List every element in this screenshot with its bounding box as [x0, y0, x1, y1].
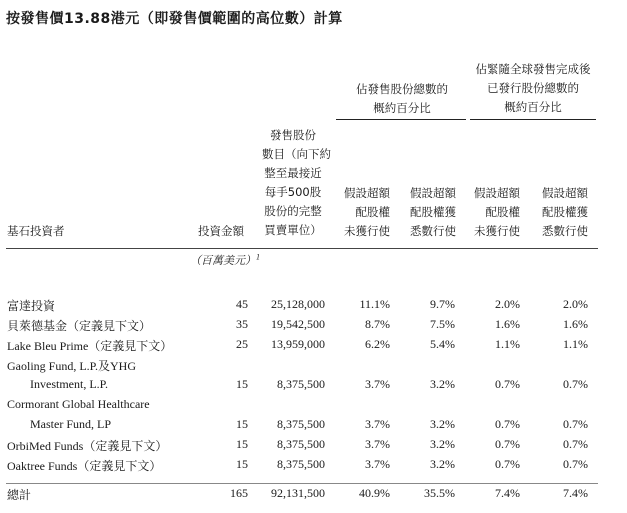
row-3-name: Lake Bleu Prime（定義見下文） [7, 339, 173, 353]
col-a-line2: 配股權 [355, 205, 390, 219]
total-a: 40.9% [359, 486, 390, 500]
row-5-name-cont: Master Fund, LP [30, 417, 111, 431]
row-3-c: 1.1% [495, 337, 520, 351]
row-5-a: 3.7% [365, 417, 390, 431]
col-b-line3: 悉數行使 [410, 224, 456, 238]
total-d: 7.4% [563, 486, 588, 500]
row-2-amount: 35 [236, 317, 248, 331]
col-d-line3: 悉數行使 [542, 224, 588, 238]
row-3-a: 6.2% [365, 337, 390, 351]
row-7-a: 3.7% [365, 457, 390, 471]
col-c-line2: 配股權 [485, 205, 520, 219]
row-1-amount: 45 [236, 297, 248, 311]
col-b-header [400, 184, 456, 241]
amount-header: 投資金額 [198, 224, 244, 238]
row-7-shares: 8,375,500 [277, 457, 325, 471]
row-6-d: 0.7% [563, 437, 588, 451]
row-5-amount: 15 [236, 417, 248, 431]
col-c-header [470, 184, 520, 241]
row-5-name: Cormorant Global Healthcare [7, 397, 150, 411]
investor-header: 基石投資者 [7, 224, 65, 238]
amount-units-footnote: 1 [256, 252, 260, 262]
row-7-amount: 15 [236, 457, 248, 471]
shares-line2: 數目（向下約 [262, 147, 331, 161]
row-7-d: 0.7% [563, 457, 588, 471]
col-b-line2: 配股權獲 [410, 205, 456, 219]
col-b-line1: 假設超額 [410, 186, 456, 200]
col-a-line1: 假設超額 [344, 186, 390, 200]
row-3-shares: 13,959,000 [271, 337, 325, 351]
page-title: 按發售價13.88港元（即發售價範圍的高位數）計算 [6, 11, 343, 27]
col-d-header [532, 184, 588, 241]
row-2-name: 貝萊德基金（定義見下文） [7, 319, 152, 333]
row-3-b: 5.4% [430, 337, 455, 351]
row-1-d: 2.0% [563, 297, 588, 311]
row-2-b: 7.5% [430, 317, 455, 331]
row-4-d: 0.7% [563, 377, 588, 391]
group2-line1: 佔緊隨全球發售完成後 [475, 62, 591, 76]
row-1-a: 11.1% [359, 297, 390, 311]
row-2-c: 1.6% [495, 317, 520, 331]
row-4-c: 0.7% [495, 377, 520, 391]
col-a-header [336, 184, 390, 241]
row-4-name-cont: Investment, L.P. [30, 377, 108, 391]
amount-units [190, 252, 260, 268]
shares-line3: 整至最接近 [264, 166, 322, 180]
group1-line2: 概約百分比 [373, 101, 431, 115]
col-a-line3: 未獲行使 [344, 224, 390, 238]
row-7-name: Oaktree Funds（定義見下文） [7, 459, 162, 473]
row-7-b: 3.2% [430, 457, 455, 471]
row-2-d: 1.6% [563, 317, 588, 331]
row-1-b: 9.7% [430, 297, 455, 311]
group1-header [336, 80, 468, 118]
row-4-b: 3.2% [430, 377, 455, 391]
row-6-shares: 8,375,500 [277, 437, 325, 451]
header-rule [6, 248, 598, 249]
shares-header [262, 126, 331, 240]
shares-line4: 每手500股 [264, 185, 322, 199]
shares-line1: 發售股份 [270, 128, 316, 142]
row-4-name: Gaoling Fund, L.P.及YHG [7, 359, 137, 373]
row-2-a: 8.7% [365, 317, 390, 331]
row-5-d: 0.7% [563, 417, 588, 431]
group2-line3: 概約百分比 [504, 100, 562, 114]
row-5-shares: 8,375,500 [277, 417, 325, 431]
total-b: 35.5% [424, 486, 455, 500]
group2-line2: 已發行股份總數的 [487, 81, 579, 95]
row-5-b: 3.2% [430, 417, 455, 431]
shares-line6: 買賣單位） [264, 223, 322, 237]
shares-line5: 股份的完整 [264, 204, 322, 218]
row-3-d: 1.1% [563, 337, 588, 351]
row-1-c: 2.0% [495, 297, 520, 311]
row-1-name: 富達投資 [7, 299, 56, 313]
row-6-name: OrbiMed Funds（定義見下文） [7, 439, 168, 453]
row-4-a: 3.7% [365, 377, 390, 391]
total-c: 7.4% [495, 486, 520, 500]
group1-rule [336, 119, 466, 120]
row-2-shares: 19,542,500 [271, 317, 325, 331]
col-d-line1: 假設超額 [542, 186, 588, 200]
group2-header [470, 60, 596, 117]
total-rule [6, 483, 598, 484]
amount-units-label: （百萬美元） [190, 255, 256, 267]
row-6-c: 0.7% [495, 437, 520, 451]
total-name: 總計 [7, 488, 32, 502]
group1-line1: 佔發售股份總數的 [356, 82, 448, 96]
total-shares: 92,131,500 [271, 486, 325, 500]
col-c-line1: 假設超額 [474, 186, 520, 200]
row-3-amount: 25 [236, 337, 248, 351]
row-5-c: 0.7% [495, 417, 520, 431]
row-6-a: 3.7% [365, 437, 390, 451]
row-6-b: 3.2% [430, 437, 455, 451]
row-4-amount: 15 [236, 377, 248, 391]
group2-rule [470, 119, 596, 120]
row-1-shares: 25,128,000 [271, 297, 325, 311]
row-7-c: 0.7% [495, 457, 520, 471]
col-d-line2: 配股權獲 [542, 205, 588, 219]
row-6-amount: 15 [236, 437, 248, 451]
total-amount: 165 [230, 486, 248, 500]
row-4-shares: 8,375,500 [277, 377, 325, 391]
col-c-line3: 未獲行使 [474, 224, 520, 238]
